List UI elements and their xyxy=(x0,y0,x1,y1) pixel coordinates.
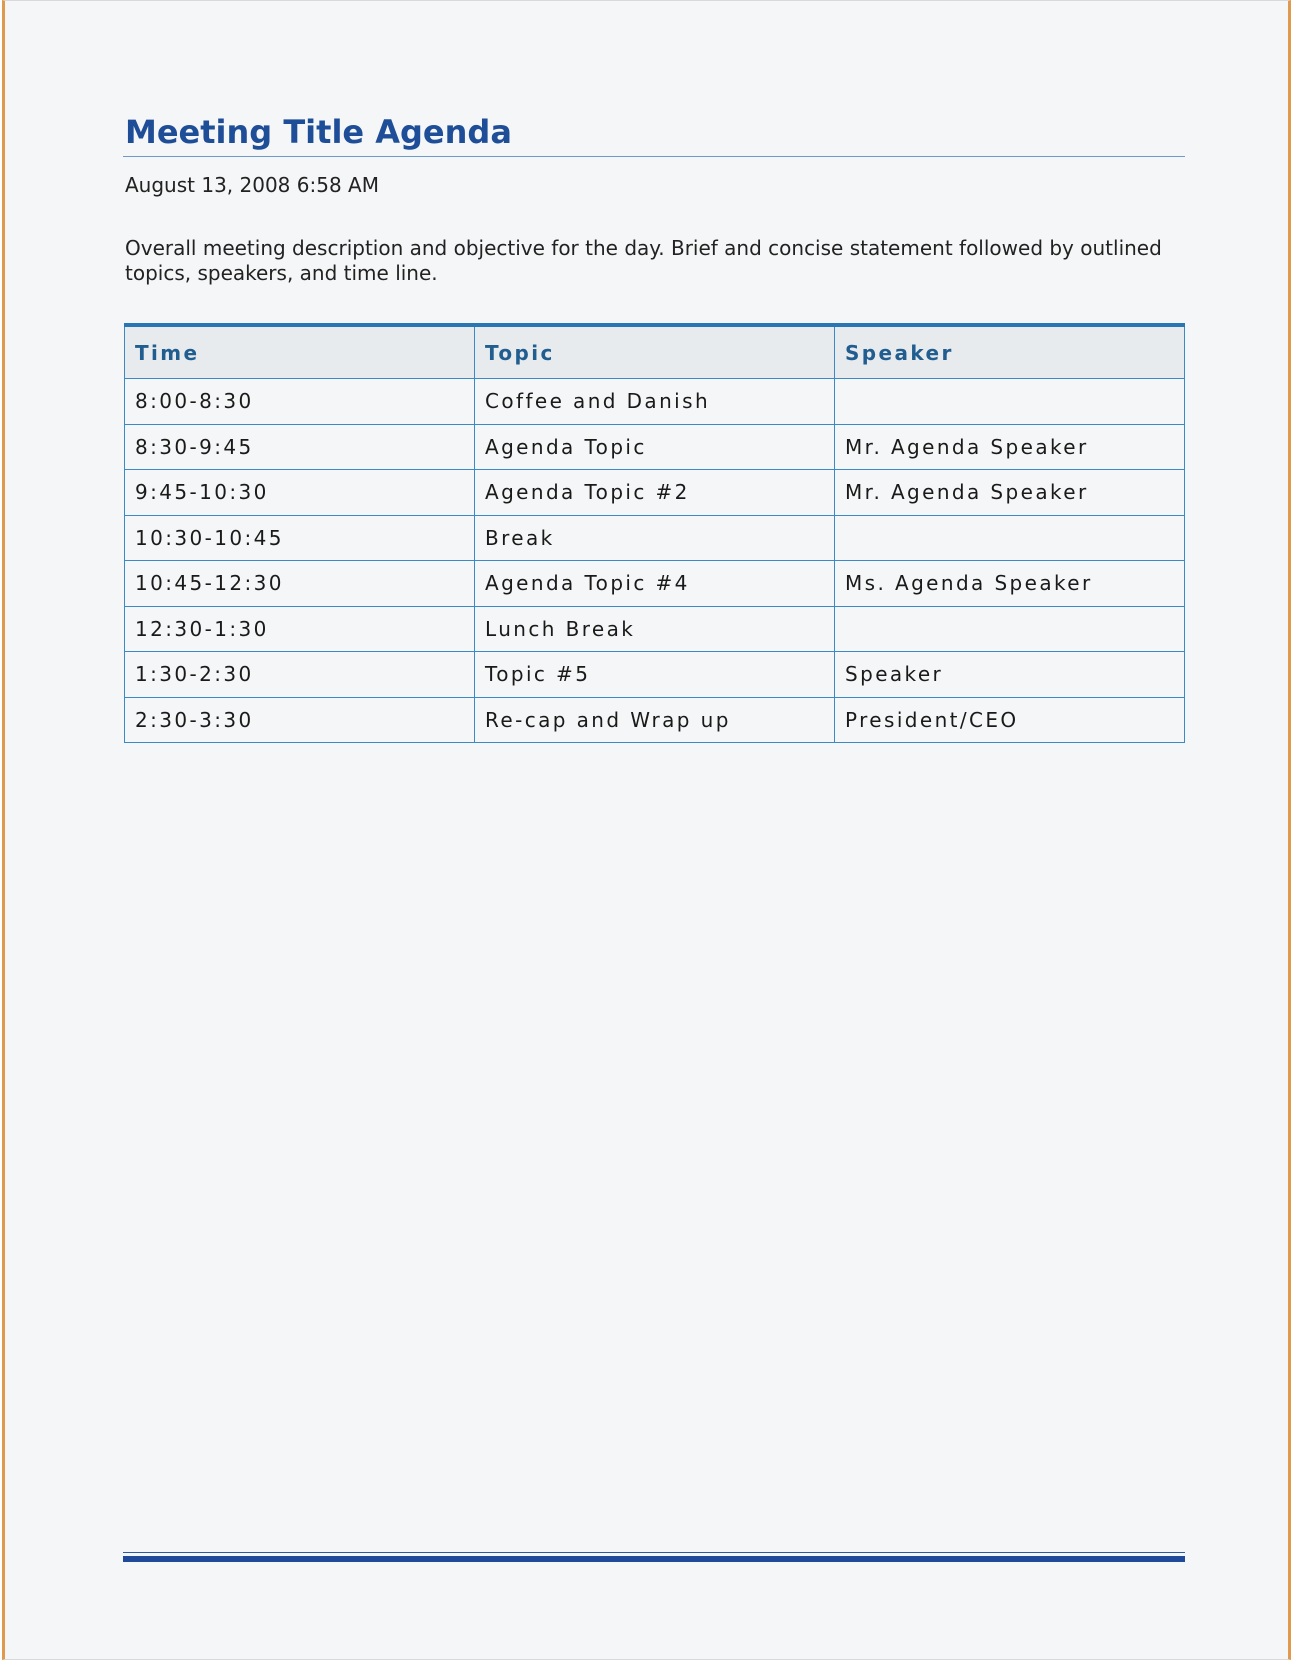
time-cell: 8:30-9:45 xyxy=(125,424,475,470)
speaker-cell: Mr. Agenda Speaker xyxy=(835,424,1185,470)
topic-cell: Agenda Topic #2 xyxy=(475,470,835,516)
table-row xyxy=(125,652,1185,698)
table-row xyxy=(125,424,1185,470)
speaker-cell xyxy=(835,606,1185,652)
header-speaker: Speaker xyxy=(835,325,1185,379)
meeting-date: August 13, 2008 6:58 AM xyxy=(125,173,379,197)
time-cell: 12:30-1:30 xyxy=(125,606,475,652)
speaker-cell: President/CEO xyxy=(835,697,1185,743)
topic-cell: Topic #5 xyxy=(475,652,835,698)
table-row xyxy=(125,606,1185,652)
speaker-cell: Mr. Agenda Speaker xyxy=(835,470,1185,516)
time-cell: 2:30-3:30 xyxy=(125,697,475,743)
page-title: Meeting Title Agenda xyxy=(125,113,512,151)
speaker-cell xyxy=(835,515,1185,561)
time-cell: 10:30-10:45 xyxy=(125,515,475,561)
table-row xyxy=(125,515,1185,561)
table-row xyxy=(125,470,1185,516)
footer-divider-thin xyxy=(123,1552,1185,1553)
time-cell: 8:00-8:30 xyxy=(125,379,475,425)
speaker-cell: Speaker xyxy=(835,652,1185,698)
agenda-table xyxy=(124,323,1185,743)
document-page xyxy=(2,0,1291,1660)
topic-cell: Break xyxy=(475,515,835,561)
topic-cell: Agenda Topic xyxy=(475,424,835,470)
speaker-cell xyxy=(835,379,1185,425)
header-topic: Topic xyxy=(475,325,835,379)
speaker-cell: Ms. Agenda Speaker xyxy=(835,561,1185,607)
footer-divider-thick xyxy=(123,1556,1185,1562)
table-row xyxy=(125,561,1185,607)
time-cell: 9:45-10:30 xyxy=(125,470,475,516)
topic-cell: Coffee and Danish xyxy=(475,379,835,425)
topic-cell: Lunch Break xyxy=(475,606,835,652)
time-cell: 10:45-12:30 xyxy=(125,561,475,607)
header-time: Time xyxy=(125,325,475,379)
table-row xyxy=(125,697,1185,743)
topic-cell: Agenda Topic #4 xyxy=(475,561,835,607)
table-row xyxy=(125,379,1185,425)
title-divider xyxy=(123,156,1185,157)
agenda-header-row xyxy=(125,325,1185,379)
topic-cell: Re-cap and Wrap up xyxy=(475,697,835,743)
time-cell: 1:30-2:30 xyxy=(125,652,475,698)
meeting-description: Overall meeting description and objective for the day. Brief and concise statement followed by outlined topics, speakers, and time line. xyxy=(125,236,1162,285)
